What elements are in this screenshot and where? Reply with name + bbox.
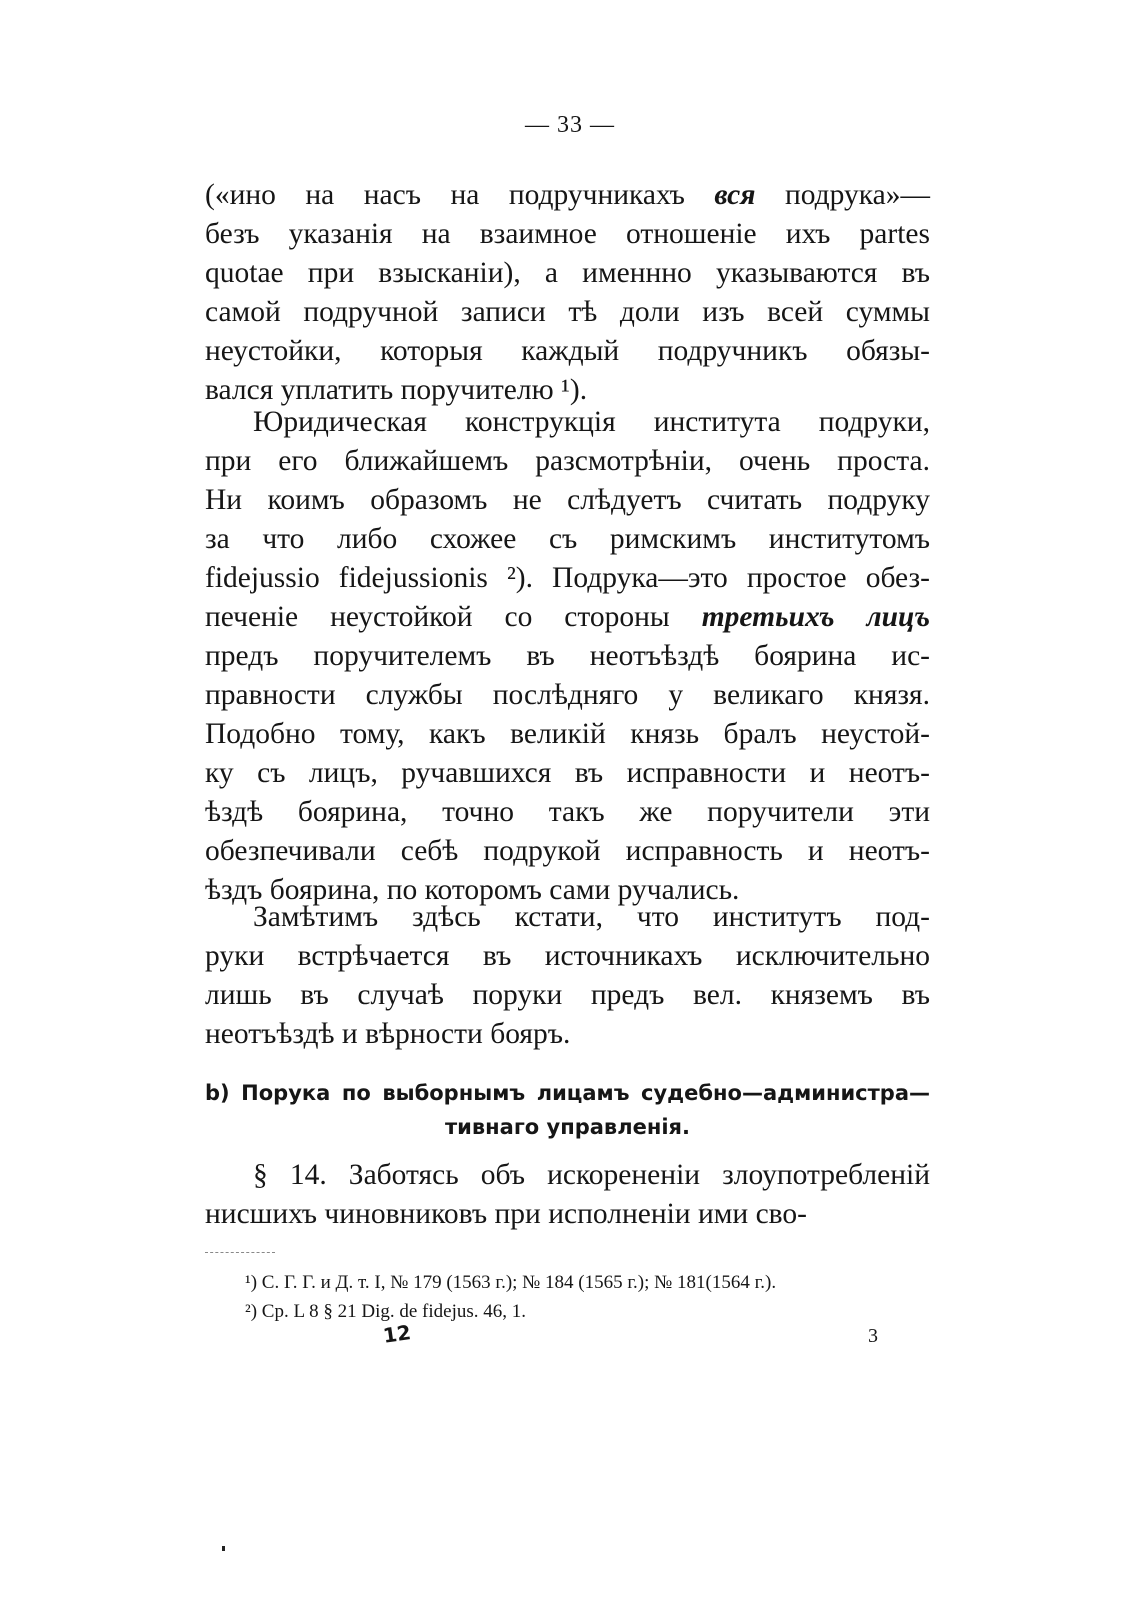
text-run: неустойки, которыя каждый подручникъ обязы-	[205, 335, 930, 367]
footnote-1: ¹) С. Г. Г. и Д. т. I, № 179 (1563 г.); № 184 (1565 г.); № 181(1564 г.).	[245, 1272, 777, 1293]
text-run: Ни коимъ образомъ не слѣдуетъ считать подруку	[205, 484, 930, 516]
footnotes	[245, 1268, 945, 1326]
section-heading	[205, 1076, 930, 1144]
emphasized-text: третьихъ лицъ	[701, 601, 930, 633]
text-run: fidejussio fidejussionis ²). Подрука—это простое обез-	[205, 562, 930, 594]
text-run: при его ближайшемъ разсмотрѣніи, очень проста.	[205, 445, 930, 477]
text-run: ку съ лицъ, ручавшихся въ исправности и неотъ-	[205, 757, 930, 789]
text-run: Юридическая конструкція института подруки,	[253, 406, 930, 438]
text-line	[205, 176, 930, 215]
text-run: безъ указанія на взаимное отношеніе ихъ partes	[205, 218, 930, 250]
text-line	[205, 332, 930, 371]
scan-speck	[222, 1546, 225, 1551]
text-line	[205, 715, 930, 754]
text-line	[205, 520, 930, 559]
text-run: печеніе неустойкой со стороны	[205, 601, 702, 633]
text-run: правности службы послѣдняго у великаго князя.	[205, 679, 930, 711]
text-line	[205, 481, 930, 520]
text-run: руки встрѣчается въ источникахъ исключительно	[205, 940, 930, 972]
signature-mark: 3	[868, 1325, 878, 1347]
emphasized-text: вся	[714, 179, 756, 211]
text-line	[205, 403, 930, 442]
handwritten-note: 12	[381, 1320, 413, 1348]
text-line	[205, 1015, 930, 1054]
text-line	[205, 1195, 930, 1234]
text-line	[205, 637, 930, 676]
text-run: предъ поручителемъ въ неотъѣздѣ боярина ис-	[205, 640, 930, 672]
text-line	[205, 754, 930, 793]
text-line	[205, 676, 930, 715]
text-line	[205, 293, 930, 332]
footnote-2: ²) Ср. L 8 § 21 Dig. de fidejus. 46, 1.	[245, 1301, 526, 1322]
text-run: вался уплатить поручителю ¹).	[205, 374, 588, 406]
text-line	[205, 559, 930, 598]
text-line	[205, 937, 930, 976]
paragraph-1	[205, 176, 930, 410]
text-run: ѣздъ боярина, по которомъ сами ручались.	[205, 874, 740, 906]
text-line	[205, 215, 930, 254]
text-line	[205, 598, 930, 637]
page-number: — 33 —	[525, 112, 615, 138]
text-run: Замѣтимъ здѣсь кстати, что институтъ под-	[253, 901, 930, 933]
paragraph-4	[205, 1156, 930, 1234]
section-heading-line-2: тивнаго управленія.	[444, 1115, 691, 1139]
text-run: нисшихъ чиновниковъ при исполненіи ими сво-	[205, 1198, 807, 1230]
text-run: обезпечивали себѣ подрукой исправность и неотъ-	[205, 835, 930, 867]
text-run: ѣздѣ боярина, точно такъ же поручители эти	[205, 796, 930, 828]
text-line	[205, 976, 930, 1015]
text-run: неотъѣздѣ и вѣрности бояръ.	[205, 1018, 571, 1050]
text-line	[205, 793, 930, 832]
text-run: подрука»—	[755, 179, 930, 211]
text-line	[205, 442, 930, 481]
paragraph-3	[205, 898, 930, 1054]
text-run: лишь въ случаѣ поруки предъ вел. княземъ въ	[205, 979, 930, 1011]
text-run: quotae при взысканіи), а именнно указываются въ	[205, 257, 930, 289]
text-run: («ино на насъ на подручникахъ	[205, 179, 715, 211]
text-line	[205, 254, 930, 293]
text-run: самой подручной записи тѣ доли изъ всей суммы	[205, 296, 930, 328]
text-run: § 14. Заботясь объ искорененіи злоупотребленій	[253, 1159, 930, 1191]
text-run: Подобно тому, какъ великій князь бралъ неустой-	[205, 718, 930, 750]
text-line	[205, 1156, 930, 1195]
footnote-separator	[205, 1252, 275, 1253]
section-heading-line-1: b) Порука по выборнымъ лицамъ судебно—администра—	[205, 1081, 930, 1105]
text-line	[205, 832, 930, 871]
text-line	[205, 898, 930, 937]
paragraph-2	[205, 403, 930, 910]
text-run: за что либо схожее съ римскимъ институтомъ	[205, 523, 930, 555]
